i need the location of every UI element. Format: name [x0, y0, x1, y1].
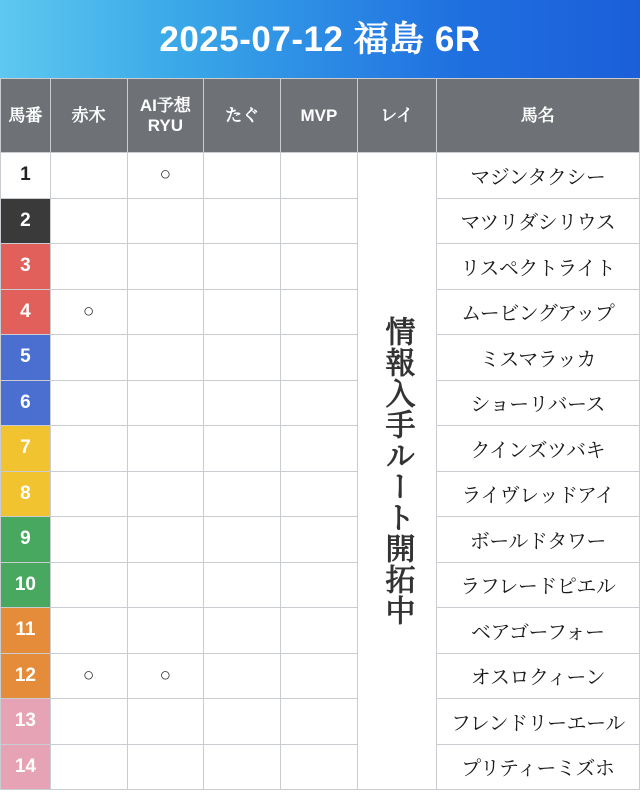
horse-name-cell: ベアゴーフォー [436, 608, 639, 654]
column-header-rei: レイ [357, 79, 436, 153]
rei-route-cell [357, 153, 436, 790]
table-row [1, 335, 640, 381]
ai-ryu-mark-cell: ○ [127, 153, 204, 199]
horse-name-cell: ライヴレッドアイ [436, 471, 639, 517]
mvp-mark-cell [281, 335, 358, 381]
akagi-mark-cell [50, 198, 127, 244]
column-header-horse-number-label: 馬番 [8, 105, 43, 125]
ai-ryu-mark-cell [127, 562, 204, 608]
ai-ryu-mark-cell: ○ [127, 653, 204, 699]
horse-number-cell: 8 [1, 471, 51, 517]
table-row [1, 289, 640, 335]
tagu-mark-cell [204, 289, 281, 335]
horse-name-cell: フレンドリーエール [436, 699, 639, 745]
mvp-mark-cell [281, 380, 358, 426]
mvp-mark-cell [281, 289, 358, 335]
akagi-mark-cell [50, 744, 127, 790]
akagi-mark-cell [50, 471, 127, 517]
mvp-mark-cell [281, 744, 358, 790]
race-prediction-table [0, 78, 640, 790]
horse-name-cell: オスロクィーン [436, 653, 639, 699]
horse-name-cell: ミスマラッカ [436, 335, 639, 381]
table-row [1, 562, 640, 608]
table-row [1, 153, 640, 199]
ai-ryu-mark-cell [127, 699, 204, 745]
ai-ryu-mark-cell [127, 380, 204, 426]
ai-ryu-mark-cell [127, 289, 204, 335]
horse-number-cell: 5 [1, 335, 51, 381]
ai-ryu-mark-cell [127, 471, 204, 517]
horse-name-cell: リスペクトライト [436, 244, 639, 290]
mvp-mark-cell [281, 608, 358, 654]
table-row [1, 608, 640, 654]
akagi-mark-cell: ○ [50, 653, 127, 699]
tagu-mark-cell [204, 653, 281, 699]
tagu-mark-cell [204, 244, 281, 290]
table-row [1, 244, 640, 290]
table-row [1, 744, 640, 790]
page-header [0, 0, 640, 78]
akagi-mark-cell [50, 699, 127, 745]
page-title: 2025-07-12 福島 6R [159, 19, 481, 59]
mvp-mark-cell [281, 471, 358, 517]
column-header-ai-ryu-line2: RYU [147, 115, 184, 135]
horse-number-cell: 7 [1, 426, 51, 472]
ai-ryu-mark-cell [127, 244, 204, 290]
akagi-mark-cell [50, 426, 127, 472]
akagi-mark-cell [50, 608, 127, 654]
akagi-mark-cell [50, 244, 127, 290]
horse-number-cell: 4 [1, 289, 51, 335]
tagu-mark-cell [204, 744, 281, 790]
horse-number-cell: 2 [1, 198, 51, 244]
horse-number-cell: 6 [1, 380, 51, 426]
column-header-ai-ryu [127, 79, 204, 153]
horse-name-cell: ボールドタワー [436, 517, 639, 563]
horse-number-cell: 9 [1, 517, 51, 563]
column-header-mvp: MVP [281, 79, 358, 153]
ai-ryu-mark-cell [127, 608, 204, 654]
table-row [1, 699, 640, 745]
akagi-mark-cell [50, 153, 127, 199]
mvp-mark-cell [281, 562, 358, 608]
table-header [1, 79, 640, 153]
akagi-mark-cell [50, 562, 127, 608]
horse-name-cell: マツリダシリウス [436, 198, 639, 244]
column-header-akagi: 赤木 [50, 79, 127, 153]
tagu-mark-cell [204, 517, 281, 563]
column-header-horse-name-label: 馬名 [520, 105, 555, 125]
table-header-row [1, 79, 640, 153]
ai-ryu-mark-cell [127, 517, 204, 563]
tagu-mark-cell [204, 153, 281, 199]
akagi-mark-cell [50, 380, 127, 426]
horse-number-cell: 1 [1, 153, 51, 199]
horse-number-cell: 10 [1, 562, 51, 608]
column-header-ai-ryu-line1: AI予想 [139, 95, 191, 115]
mvp-mark-cell [281, 198, 358, 244]
horse-number-cell: 14 [1, 744, 51, 790]
tagu-mark-cell [204, 699, 281, 745]
mvp-mark-cell [281, 244, 358, 290]
ai-ryu-mark-cell [127, 198, 204, 244]
table-row [1, 426, 640, 472]
table-row [1, 517, 640, 563]
tagu-mark-cell [204, 380, 281, 426]
horse-number-cell: 3 [1, 244, 51, 290]
akagi-mark-cell [50, 335, 127, 381]
tagu-mark-cell [204, 426, 281, 472]
horse-number-cell: 11 [1, 608, 51, 654]
table-row [1, 380, 640, 426]
horse-name-cell: ショーリバース [436, 380, 639, 426]
mvp-mark-cell [281, 517, 358, 563]
mvp-mark-cell [281, 653, 358, 699]
rei-route-label: 情報入手ルート開拓中 [380, 316, 414, 626]
table-row [1, 471, 640, 517]
horse-name-cell: ムービングアップ [436, 289, 639, 335]
tagu-mark-cell [204, 608, 281, 654]
horse-name-cell: マジンタクシー [436, 153, 639, 199]
horse-number-cell: 13 [1, 699, 51, 745]
column-header-horse-name [436, 79, 639, 153]
mvp-mark-cell [281, 153, 358, 199]
table-body [1, 153, 640, 790]
horse-name-cell: プリティーミズホ [436, 744, 639, 790]
horse-name-cell: クインズツバキ [436, 426, 639, 472]
table-row [1, 198, 640, 244]
table-row [1, 653, 640, 699]
tagu-mark-cell [204, 471, 281, 517]
horse-number-cell: 12 [1, 653, 51, 699]
tagu-mark-cell [204, 562, 281, 608]
ai-ryu-mark-cell [127, 426, 204, 472]
column-header-tagu: たぐ [204, 79, 281, 153]
tagu-mark-cell [204, 198, 281, 244]
horse-name-cell: ラフレードピエル [436, 562, 639, 608]
akagi-mark-cell: ○ [50, 289, 127, 335]
akagi-mark-cell [50, 517, 127, 563]
mvp-mark-cell [281, 426, 358, 472]
ai-ryu-mark-cell [127, 744, 204, 790]
column-header-horse-number [1, 79, 51, 153]
ai-ryu-mark-cell [127, 335, 204, 381]
tagu-mark-cell [204, 335, 281, 381]
mvp-mark-cell [281, 699, 358, 745]
